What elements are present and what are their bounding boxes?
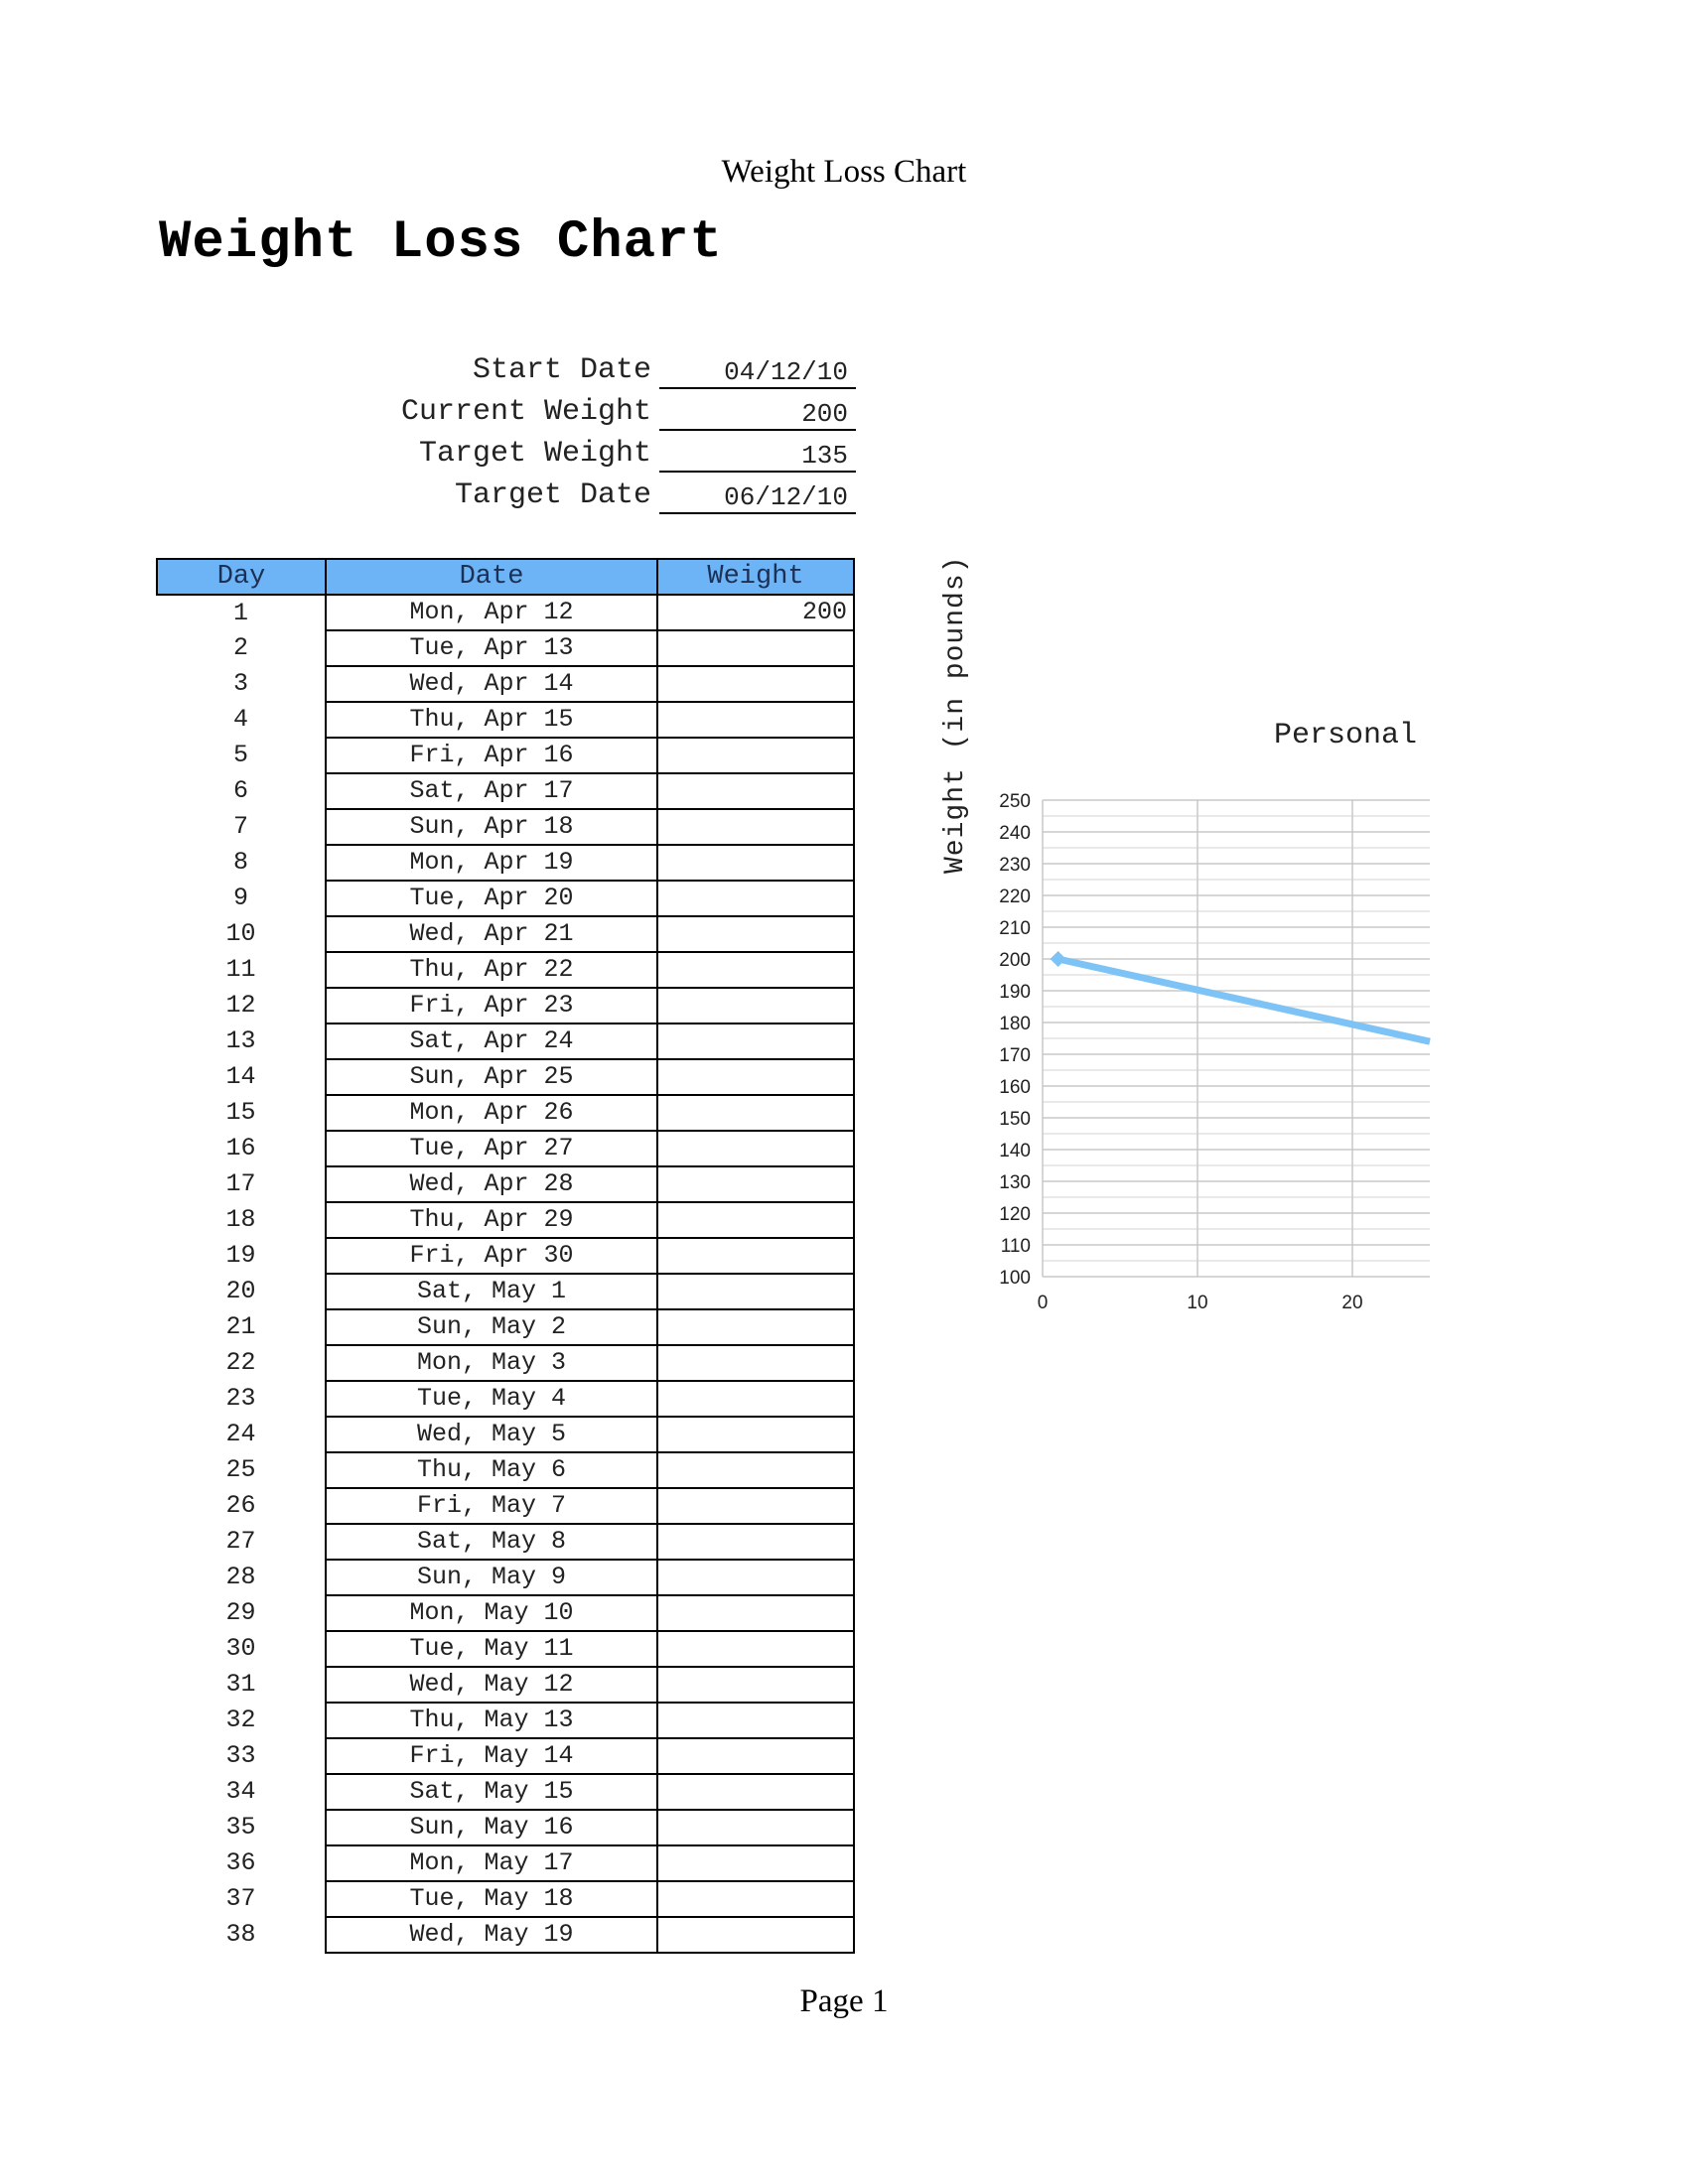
weight-cell[interactable] <box>657 1810 854 1845</box>
day-cell: 21 <box>225 1312 256 1341</box>
table-row <box>157 1595 854 1631</box>
date-cell: Mon, Apr 26 <box>326 1095 657 1131</box>
x-tick-label: 0 <box>1037 1293 1049 1313</box>
date-cell: Tue, Apr 20 <box>326 881 657 916</box>
day-cell: 11 <box>225 955 256 984</box>
table-row <box>157 1131 854 1166</box>
date-cell: Tue, May 18 <box>326 1881 657 1917</box>
day-cell: 4 <box>232 705 248 734</box>
day-cell: 15 <box>225 1098 256 1127</box>
table-row <box>157 1238 854 1274</box>
table-row <box>157 1381 854 1417</box>
day-cell: 20 <box>225 1277 256 1305</box>
weight-cell[interactable] <box>657 1417 854 1452</box>
day-cell: 31 <box>225 1670 256 1699</box>
day-cell: 32 <box>225 1706 256 1734</box>
page-header: Weight Loss Chart <box>721 154 967 190</box>
series-line-personal <box>1058 959 1430 1041</box>
weight-cell[interactable] <box>657 773 854 809</box>
weight-log-table <box>156 558 855 1954</box>
weight-cell[interactable] <box>657 1238 854 1274</box>
y-tick-label: 110 <box>1000 1236 1031 1257</box>
date-cell: Sat, May 1 <box>326 1274 657 1309</box>
day-cell: 35 <box>225 1813 256 1842</box>
date-cell: Sun, May 2 <box>326 1309 657 1345</box>
table-row <box>157 630 854 666</box>
day-cell: 24 <box>225 1420 256 1448</box>
weight-cell[interactable] <box>657 988 854 1024</box>
y-tick-label: 120 <box>999 1204 1031 1225</box>
weight-cell[interactable] <box>657 1917 854 1953</box>
info-row-target-weight <box>298 433 856 475</box>
table-row <box>157 881 854 916</box>
x-tick-label: 20 <box>1341 1293 1363 1313</box>
page-footer: Page 1 <box>799 1983 889 2019</box>
column-header-weight: Weight <box>657 559 854 595</box>
day-cell: 19 <box>225 1241 256 1270</box>
table-row <box>157 702 854 738</box>
weight-cell[interactable] <box>657 1345 854 1381</box>
table-row <box>157 1631 854 1667</box>
weight-cell[interactable] <box>657 1738 854 1774</box>
day-cell: 34 <box>225 1777 256 1806</box>
date-cell: Fri, Apr 23 <box>326 988 657 1024</box>
date-cell: Fri, May 14 <box>326 1738 657 1774</box>
table-row <box>157 809 854 845</box>
table-row <box>157 1095 854 1131</box>
day-cell: 22 <box>225 1348 256 1377</box>
day-cell: 27 <box>225 1527 256 1556</box>
table-row <box>157 1202 854 1238</box>
info-value[interactable]: 04/12/10 <box>659 349 856 389</box>
day-cell: 10 <box>225 919 256 948</box>
date-cell: Tue, May 11 <box>326 1631 657 1667</box>
date-cell: Mon, Apr 19 <box>326 845 657 881</box>
date-cell: Thu, Apr 22 <box>326 952 657 988</box>
y-tick-label: 230 <box>999 855 1031 876</box>
weight-cell[interactable] <box>657 881 854 916</box>
y-tick-label: 180 <box>999 1014 1031 1034</box>
weight-cell[interactable] <box>657 1309 854 1345</box>
info-row-target-date <box>298 475 856 516</box>
day-cell: 37 <box>225 1884 256 1913</box>
y-tick-label: 190 <box>999 982 1031 1003</box>
weight-cell[interactable] <box>657 1166 854 1202</box>
weight-cell[interactable] <box>657 1095 854 1131</box>
table-row <box>157 1309 854 1345</box>
date-cell: Wed, Apr 14 <box>326 666 657 702</box>
info-row-start-date <box>298 349 856 391</box>
weight-cell[interactable] <box>657 1488 854 1524</box>
y-tick-label: 240 <box>999 823 1031 844</box>
table-row <box>157 916 854 952</box>
day-cell: 33 <box>225 1741 256 1770</box>
info-label: Target Date <box>454 478 651 512</box>
day-cell: 9 <box>232 884 248 912</box>
y-tick-label: 100 <box>999 1268 1031 1289</box>
weight-cell[interactable] <box>657 916 854 952</box>
column-header-day: Day <box>157 559 326 595</box>
info-label: Start Date <box>472 353 651 387</box>
y-tick-label: 150 <box>999 1109 1031 1130</box>
day-cell: 17 <box>225 1169 256 1198</box>
date-cell: Mon, May 17 <box>326 1845 657 1881</box>
table-row <box>157 1703 854 1738</box>
weight-cell[interactable] <box>657 845 854 881</box>
legend-entry-personal: Personal <box>1274 719 1418 752</box>
table-row <box>157 738 854 773</box>
table-row <box>157 595 854 630</box>
column-header-date: Date <box>326 559 657 595</box>
day-cell: 8 <box>232 848 248 877</box>
day-cell: 12 <box>225 991 256 1020</box>
y-tick-label: 130 <box>999 1172 1031 1193</box>
y-tick-label: 160 <box>999 1077 1031 1098</box>
table-row <box>157 1774 854 1810</box>
date-cell: Sat, May 8 <box>326 1524 657 1560</box>
day-cell: 23 <box>225 1384 256 1413</box>
date-cell: Sun, Apr 25 <box>326 1059 657 1095</box>
weight-cell[interactable] <box>657 630 854 666</box>
weight-cell[interactable] <box>657 809 854 845</box>
table-row <box>157 1274 854 1309</box>
date-cell: Sun, May 9 <box>326 1560 657 1595</box>
table-row <box>157 773 854 809</box>
y-tick-label: 250 <box>999 791 1031 812</box>
day-cell: 18 <box>225 1205 256 1234</box>
weight-cell[interactable] <box>657 1631 854 1667</box>
document-title: Weight Loss Chart <box>159 212 723 273</box>
weight-cell[interactable] <box>657 702 854 738</box>
info-value[interactable]: 135 <box>659 433 856 473</box>
table-row <box>157 1345 854 1381</box>
x-tick-label: 10 <box>1187 1293 1208 1313</box>
weight-cell[interactable] <box>657 1059 854 1095</box>
date-cell: Fri, Apr 30 <box>326 1238 657 1274</box>
day-cell: 26 <box>225 1491 256 1520</box>
day-cell: 1 <box>232 598 248 627</box>
weight-cell[interactable] <box>657 1274 854 1309</box>
weight-cell[interactable] <box>657 1560 854 1595</box>
day-cell: 6 <box>232 776 248 805</box>
day-cell: 29 <box>225 1598 256 1627</box>
date-cell: Tue, Apr 27 <box>326 1131 657 1166</box>
y-tick-label: 140 <box>999 1141 1031 1161</box>
date-cell: Tue, Apr 13 <box>326 630 657 666</box>
table-row <box>157 952 854 988</box>
date-cell: Thu, May 13 <box>326 1703 657 1738</box>
data-point-marker <box>1051 951 1066 967</box>
y-tick-label: 210 <box>999 918 1031 939</box>
date-cell: Sun, Apr 18 <box>326 809 657 845</box>
table-row <box>157 1524 854 1560</box>
table-row <box>157 1810 854 1845</box>
weight-cell[interactable] <box>657 1452 854 1488</box>
info-row-current-weight <box>298 391 856 433</box>
table-row <box>157 1917 854 1953</box>
weight-cell[interactable] <box>657 1524 854 1560</box>
table-row <box>157 1417 854 1452</box>
weight-cell[interactable] <box>657 666 854 702</box>
info-label: Current Weight <box>400 395 651 429</box>
table-row <box>157 1560 854 1595</box>
date-cell: Wed, May 12 <box>326 1667 657 1703</box>
day-cell: 36 <box>225 1848 256 1877</box>
date-cell: Wed, Apr 28 <box>326 1166 657 1202</box>
table-row <box>157 1845 854 1881</box>
y-tick-label: 170 <box>999 1045 1031 1066</box>
weight-cell[interactable] <box>657 952 854 988</box>
date-cell: Mon, Apr 12 <box>326 595 657 630</box>
weight-cell[interactable] <box>657 1202 854 1238</box>
y-axis-title: Weight (in pounds) <box>940 555 971 874</box>
date-cell: Wed, May 5 <box>326 1417 657 1452</box>
date-cell: Wed, Apr 21 <box>326 916 657 952</box>
weight-cell[interactable] <box>657 1881 854 1917</box>
weight-cell[interactable]: 200 <box>657 595 854 630</box>
day-cell: 16 <box>225 1134 256 1162</box>
weight-cell[interactable] <box>657 1774 854 1810</box>
date-cell: Thu, Apr 29 <box>326 1202 657 1238</box>
info-value[interactable]: 200 <box>659 391 856 431</box>
y-tick-label: 200 <box>999 950 1031 971</box>
day-cell: 28 <box>225 1563 256 1591</box>
table-row <box>157 1738 854 1774</box>
day-cell: 2 <box>232 633 248 662</box>
day-cell: 25 <box>225 1455 256 1484</box>
date-cell: Fri, Apr 16 <box>326 738 657 773</box>
day-cell: 14 <box>225 1062 256 1091</box>
date-cell: Wed, May 19 <box>326 1917 657 1953</box>
table-row <box>157 1452 854 1488</box>
weight-cell[interactable] <box>657 1667 854 1703</box>
table-row <box>157 1667 854 1703</box>
table-header-row <box>157 559 854 595</box>
date-cell: Sat, Apr 17 <box>326 773 657 809</box>
day-cell: 38 <box>225 1920 256 1949</box>
date-cell: Thu, May 6 <box>326 1452 657 1488</box>
y-tick-label: 220 <box>999 887 1031 907</box>
table-row <box>157 1881 854 1917</box>
weight-cell[interactable] <box>657 738 854 773</box>
table-row <box>157 1059 854 1095</box>
table-row <box>157 666 854 702</box>
weight-cell[interactable] <box>657 1381 854 1417</box>
table-row <box>157 988 854 1024</box>
day-cell: 5 <box>232 741 248 769</box>
date-cell: Thu, Apr 15 <box>326 702 657 738</box>
date-cell: Sun, May 16 <box>326 1810 657 1845</box>
weight-cell[interactable] <box>657 1703 854 1738</box>
date-cell: Tue, May 4 <box>326 1381 657 1417</box>
weight-cell[interactable] <box>657 1595 854 1631</box>
day-cell: 30 <box>225 1634 256 1663</box>
table-row <box>157 1488 854 1524</box>
table-body <box>157 595 854 1953</box>
weight-cell[interactable] <box>657 1024 854 1059</box>
day-cell: 3 <box>232 669 248 698</box>
table-row <box>157 1166 854 1202</box>
info-value[interactable]: 06/12/10 <box>659 475 856 514</box>
weight-cell[interactable] <box>657 1131 854 1166</box>
day-cell: 13 <box>225 1026 256 1055</box>
weight-cell[interactable] <box>657 1845 854 1881</box>
day-cell: 7 <box>232 812 248 841</box>
date-cell: Mon, May 3 <box>326 1345 657 1381</box>
date-cell: Mon, May 10 <box>326 1595 657 1631</box>
table-row <box>157 1024 854 1059</box>
info-label: Target Weight <box>418 437 651 471</box>
table-row <box>157 845 854 881</box>
weight-chart <box>923 496 1460 1330</box>
date-cell: Sat, Apr 24 <box>326 1024 657 1059</box>
date-cell: Sat, May 15 <box>326 1774 657 1810</box>
date-cell: Fri, May 7 <box>326 1488 657 1524</box>
